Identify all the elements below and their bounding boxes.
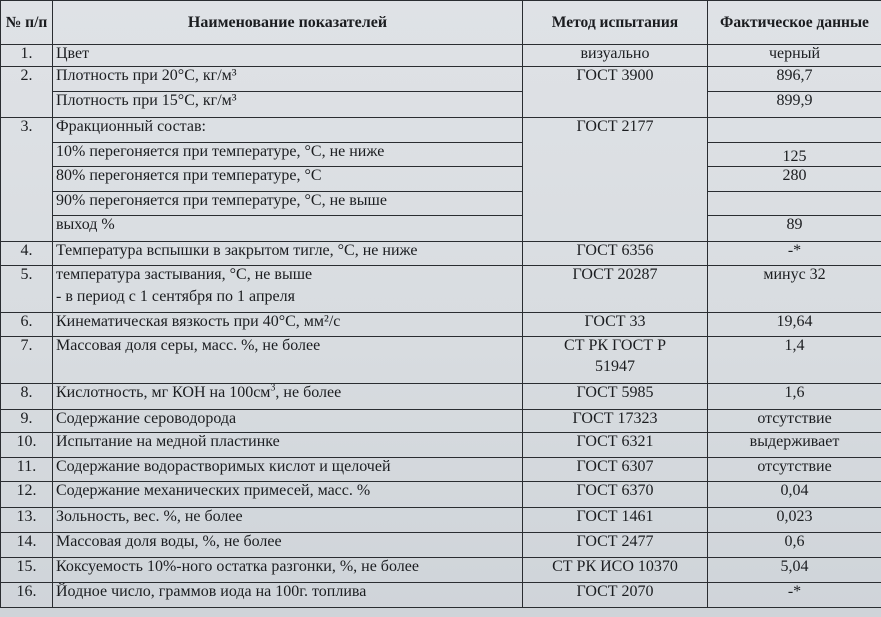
- table-row: [1, 313, 881, 337]
- table-row: [1, 433, 881, 458]
- row-method: ГОСТ 2477: [523, 533, 708, 558]
- row-name: Плотность при 20°С, кг/м³: [53, 67, 523, 92]
- row-num: 15.: [1, 558, 53, 583]
- row-method: ГОСТ 5985: [523, 384, 708, 410]
- row-name: Содержание сероводорода: [53, 410, 523, 433]
- row-value: 0,023: [708, 508, 881, 533]
- table-row: [1, 143, 881, 167]
- row-value: 1,4: [708, 337, 881, 384]
- row-value: 280: [708, 167, 881, 192]
- row-name: Испытание на медной пластинке: [53, 433, 523, 458]
- row-name-line1: температура застывания, °С, не выше: [56, 266, 313, 283]
- row-name: Температура вспышки в закрытом тигле, °С, не ниже: [53, 242, 523, 266]
- row-num: 3.: [1, 118, 53, 242]
- row-name: Йодное число, граммов иода на 100г. топлива: [53, 583, 523, 608]
- row-value: выдерживает: [708, 433, 881, 458]
- row-value: -*: [708, 583, 881, 608]
- row-value: [708, 118, 881, 143]
- table-row: [1, 508, 881, 533]
- row-method-line1: СТ РК ГОСТ Р: [564, 337, 666, 354]
- table-row: [1, 458, 881, 482]
- row-name: Массовая доля серы, масс. %, не более: [53, 337, 523, 384]
- row-value: -*: [708, 242, 881, 266]
- table-row: [1, 192, 881, 216]
- row-name: Зольность, вес. %, не более: [53, 508, 523, 533]
- table-row: [1, 337, 881, 384]
- row-method: ГОСТ 17323: [523, 410, 708, 433]
- row-num: 9.: [1, 410, 53, 433]
- row-value: отсутствие: [708, 458, 881, 482]
- row-name: Кинематическая вязкость при 40°С, мм²/с: [53, 313, 523, 337]
- row-name: 10% перегоняется при температуре, °С, не ниже: [53, 143, 523, 167]
- row-method: ГОСТ 1461: [523, 508, 708, 533]
- row-name: [53, 384, 523, 410]
- table-header-row: [1, 1, 881, 45]
- row-method: ГОСТ 6321: [523, 433, 708, 458]
- row-method-line2: 51947: [595, 358, 635, 375]
- header-method: Метод испытания: [523, 1, 708, 45]
- row-name: 80% перегоняется при температуре, °С: [53, 167, 523, 192]
- table-row: [1, 384, 881, 410]
- row-num: 2.: [1, 67, 53, 118]
- row-num: 10.: [1, 433, 53, 458]
- header-num: № п/п: [1, 1, 53, 45]
- row-method: ГОСТ 33: [523, 313, 708, 337]
- row-name: Содержание водорастворимых кислот и щелочей: [53, 458, 523, 482]
- row-method: ГОСТ 6370: [523, 482, 708, 508]
- row-num: 7.: [1, 337, 53, 384]
- table-row: [1, 533, 881, 558]
- row-name: Массовая доля воды, %, не более: [53, 533, 523, 558]
- header-value: Фактическое данные: [708, 1, 881, 45]
- row-name-line2: - в период с 1 сентября по 1 апреля: [56, 288, 295, 305]
- table-row: [1, 482, 881, 508]
- row-name: Фракционный состав:: [53, 118, 523, 143]
- table-row: [1, 583, 881, 608]
- row-num: 4.: [1, 242, 53, 266]
- row-num: 11.: [1, 458, 53, 482]
- row-method: ГОСТ 6356: [523, 242, 708, 266]
- row-num: 12.: [1, 482, 53, 508]
- row-value: 5,04: [708, 558, 881, 583]
- row-num: 13.: [1, 508, 53, 533]
- row-num: 16.: [1, 583, 53, 608]
- row-name-tail: , не более: [275, 384, 342, 401]
- row-method: [523, 337, 708, 384]
- row-value: 19,64: [708, 313, 881, 337]
- row-method: СТ РК ИСО 10370: [523, 558, 708, 583]
- row-num: 1.: [1, 45, 53, 67]
- row-num: 14.: [1, 533, 53, 558]
- row-num: 6.: [1, 313, 53, 337]
- header-name: Наименование показателей: [53, 1, 523, 45]
- row-value: 89: [708, 216, 881, 242]
- row-name-superscript: 3: [270, 383, 276, 394]
- table-row: [1, 216, 881, 242]
- row-method: визуально: [523, 45, 708, 67]
- table-row: [1, 266, 881, 313]
- row-value: 896,7: [708, 67, 881, 92]
- row-name-text: Кислотность, мг КОН на 100см: [56, 384, 271, 401]
- row-name: выход %: [53, 216, 523, 242]
- row-name: Содержание механических примесей, масс. %: [53, 482, 523, 508]
- row-value: [708, 192, 881, 216]
- row-value: 899,9: [708, 92, 881, 118]
- table-row: [1, 92, 881, 118]
- row-name: Цвет: [53, 45, 523, 67]
- row-name: Плотность при 15°С, кг/м³: [53, 92, 523, 118]
- row-num: 8.: [1, 384, 53, 410]
- row-value: минус 32: [708, 266, 881, 313]
- row-name: [53, 266, 523, 313]
- row-method: ГОСТ 3900: [523, 67, 708, 118]
- table-row: [1, 242, 881, 266]
- row-name: Коксуемость 10%-ного остатка разгонки, %, не более: [53, 558, 523, 583]
- row-value: черный: [708, 45, 881, 67]
- row-name: 90% перегоняется при температуре, °С, не выше: [53, 192, 523, 216]
- row-value: 1,6: [708, 384, 881, 410]
- row-method: ГОСТ 20287: [523, 266, 708, 313]
- table-row: [1, 558, 881, 583]
- table-row: [1, 410, 881, 433]
- table-row: [1, 67, 881, 92]
- row-method: ГОСТ 6307: [523, 458, 708, 482]
- row-value: 0,04: [708, 482, 881, 508]
- table-row: [1, 45, 881, 67]
- table-row: [1, 167, 881, 192]
- row-method: ГОСТ 2177: [523, 118, 708, 242]
- row-method: ГОСТ 2070: [523, 583, 708, 608]
- row-num: 5.: [1, 266, 53, 313]
- row-value: 125: [708, 143, 881, 167]
- row-value: 0,6: [708, 533, 881, 558]
- table-row: [1, 118, 881, 143]
- row-value: отсутствие: [708, 410, 881, 433]
